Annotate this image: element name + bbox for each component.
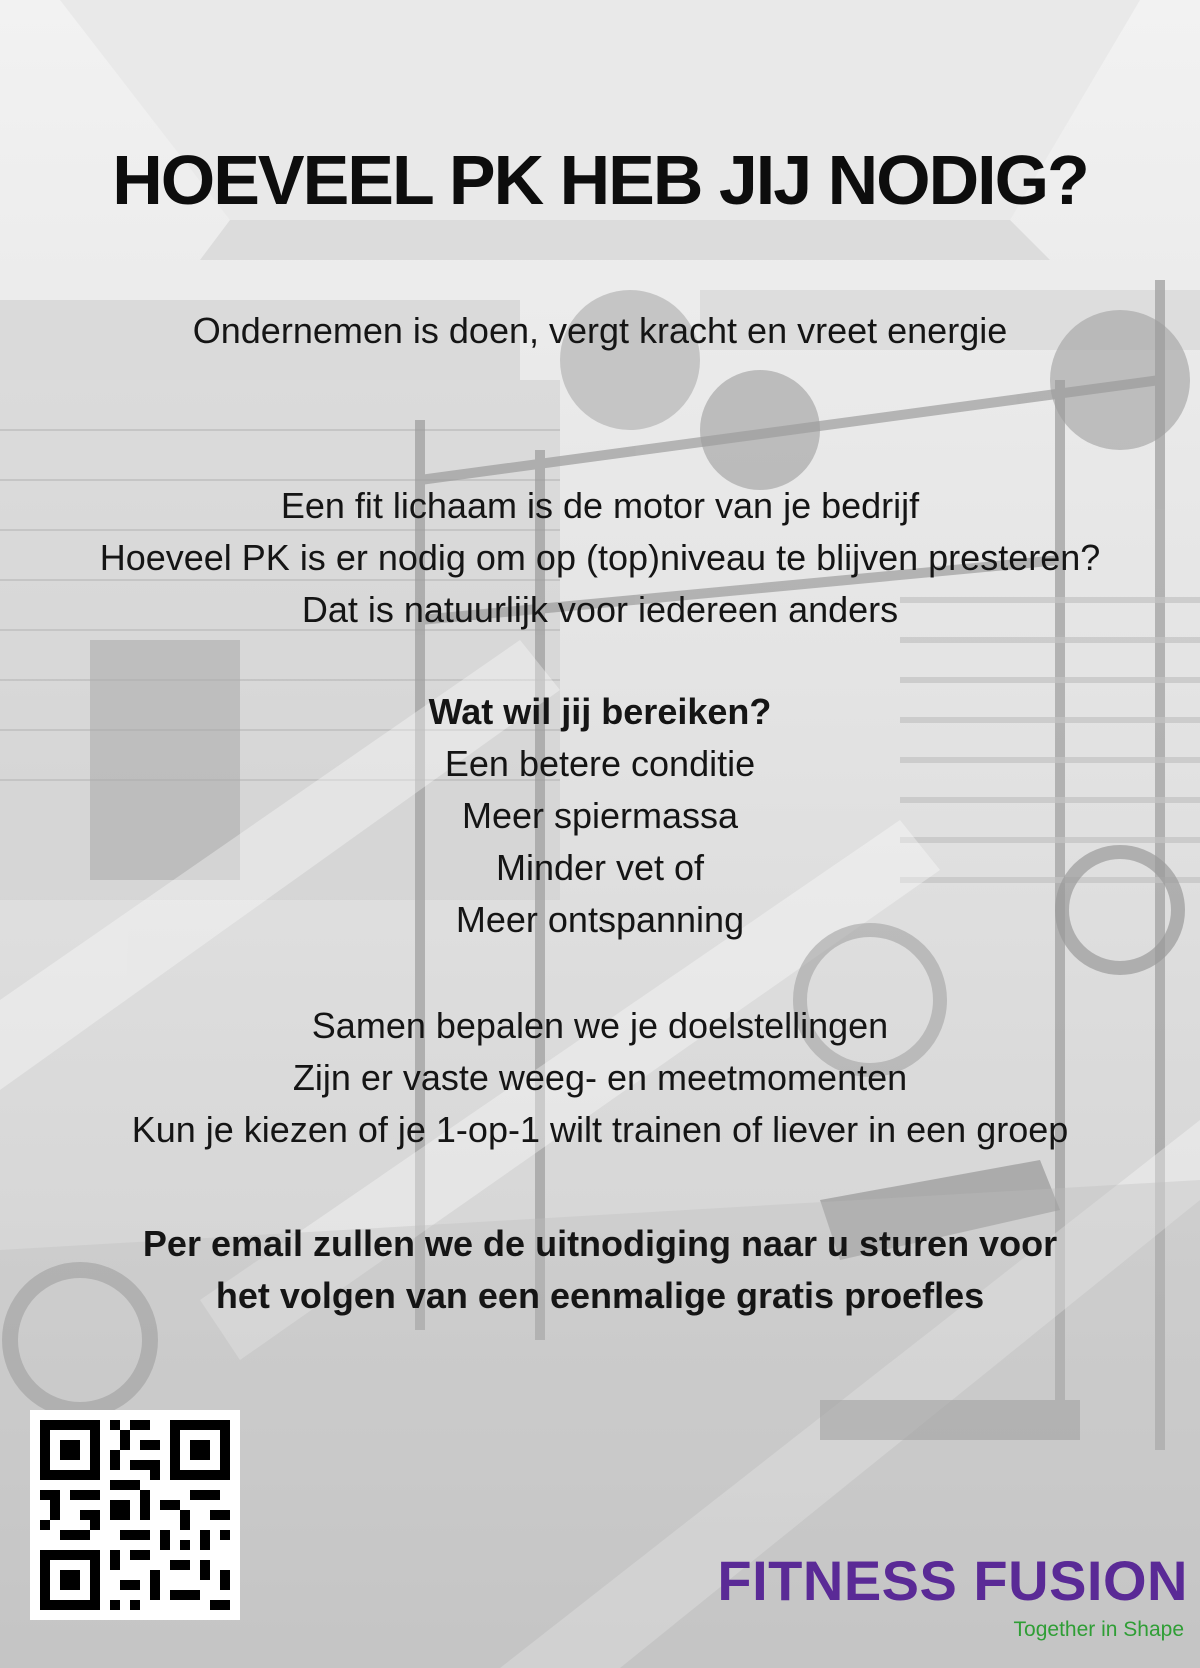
motivation-line-1: Een fit lichaam is de motor van je bedrijf bbox=[280, 485, 920, 526]
goals-heading: Wat wil jij bereiken? bbox=[428, 691, 772, 732]
process-line-2: Zijn er vaste weeg- en meetmomenten bbox=[292, 1057, 908, 1098]
process-line-1: Samen bepalen we je doelstellingen bbox=[311, 1005, 889, 1046]
qr-code-icon bbox=[30, 1410, 240, 1620]
page-title: HOEVEEL PK HEB JIJ NODIG? bbox=[112, 141, 1088, 219]
goal-item: Minder vet of bbox=[495, 847, 705, 888]
goal-item: Meer ontspanning bbox=[455, 899, 745, 940]
motivation-line-3: Dat is natuurlijk voor iedereen anders bbox=[301, 589, 899, 630]
cta-line-1: Per email zullen we de uitnodiging naar u sturen voor bbox=[142, 1223, 1058, 1264]
motivation-line-2: Hoeveel PK is er nodig om op (top)niveau te blijven presteren? bbox=[99, 537, 1101, 578]
goal-item: Meer spiermassa bbox=[461, 795, 739, 836]
goal-item: Een betere conditie bbox=[444, 743, 756, 784]
brand-name: FITNESS FUSION bbox=[717, 1549, 1188, 1612]
qr-code[interactable] bbox=[30, 1410, 240, 1620]
cta-line-2: het volgen van een eenmalige gratis proefles bbox=[215, 1275, 985, 1316]
process-line-3: Kun je kiezen of je 1-op-1 wilt trainen of liever in een groep bbox=[131, 1109, 1069, 1150]
brand-tagline: Together in Shape bbox=[1013, 1618, 1184, 1641]
intro-text: Ondernemen is doen, vergt kracht en vreet energie bbox=[192, 310, 1008, 351]
